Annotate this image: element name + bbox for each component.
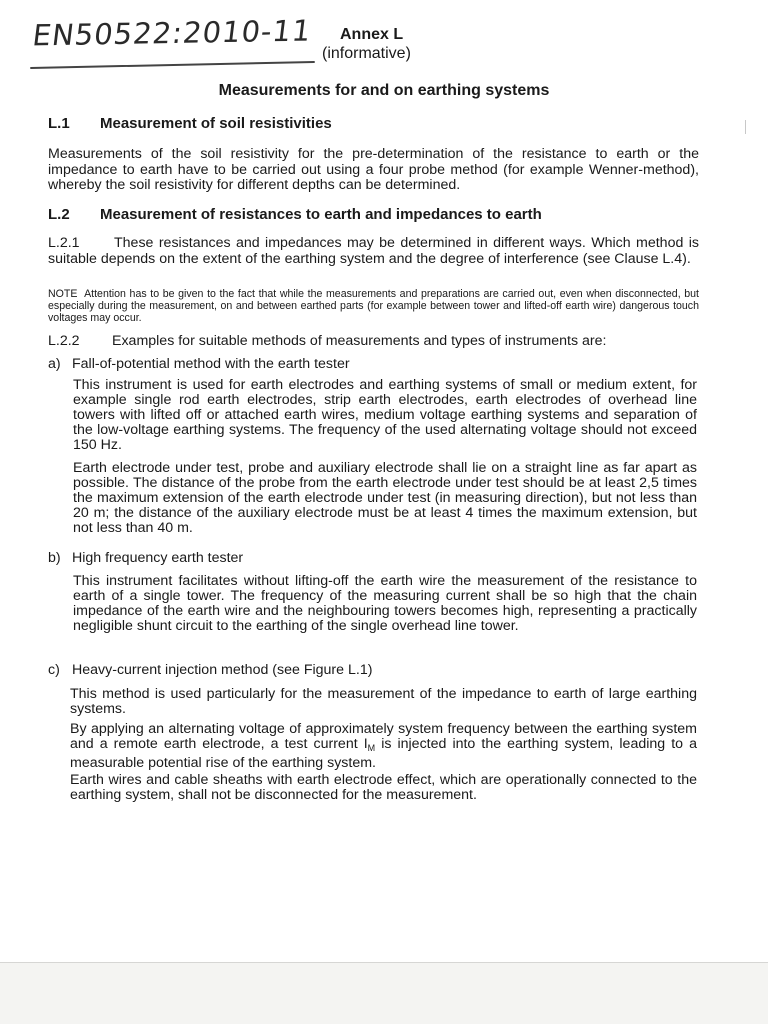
document-title: Measurements for and on earthing systems <box>218 82 550 99</box>
handwritten-standard-reference: EN50522:2010-11 <box>30 13 314 53</box>
section-l21-body: These resistances and impedances may be determined in different ways. Which method is suitable depends on the extent of the earthing system and the degree of interference (see Clause L.4). <box>48 235 699 267</box>
section-l22-paragraph <box>48 334 699 350</box>
item-b-title: High frequency earth tester <box>72 550 244 566</box>
item-c-label: c) <box>48 662 60 678</box>
handwritten-underline <box>30 61 315 69</box>
item-c-paragraph-2-start: By applying an alternating voltage of approximately system frequency between the earthing system and a remote earth electrode, a test current I <box>70 721 697 752</box>
section-l1-number: L.1 <box>48 115 70 132</box>
item-c-title: Heavy-current injection method (see Figure L.1) <box>72 662 373 678</box>
section-l21-paragraph <box>48 236 699 267</box>
current-subscript: M <box>367 743 376 753</box>
item-a-heading <box>48 356 350 372</box>
section-l1-title: Measurement of soil resistivities <box>100 115 332 132</box>
note-paragraph <box>48 289 699 324</box>
scan-background-strip <box>0 963 768 1024</box>
item-c-heading <box>48 662 372 678</box>
section-l22-number: L.2.2 <box>48 333 80 349</box>
section-l1-heading <box>48 115 332 132</box>
section-l21-number: L.2.1 <box>48 235 80 251</box>
item-b-label: b) <box>48 550 61 566</box>
annex-title: Annex L <box>340 26 404 43</box>
section-l1-body: Measurements of the soil resistivity for the pre-determination of the resistance to earth or the impedance to earth have to be carried out using a four probe method (for example Wenner-method), whereby the soil resistivity for different depths can be determined. <box>48 146 699 194</box>
item-c-paragraph-1: This method is used particularly for the measurement of the impedance to earth of large earthing systems. <box>70 686 697 717</box>
item-c-paragraph-2-end: is injected into the earthing system, leading to a measurable potential rise of the earthing system. <box>70 736 697 771</box>
item-a-paragraph-1: This instrument is used for earth electrodes and earthing systems of small or medium extent, for example single rod earth electrodes, strip earth electrodes, earth electrodes of overhead line towers with lifted off or attached earth wires, medium voltage earthing systems and separation of the low-voltage earthing systems. The frequency of the used alternating voltage should not exceed 150 Hz. <box>73 377 697 453</box>
scan-margin-mark <box>745 120 746 134</box>
item-c-paragraph-3: Earth wires and cable sheaths with earth electrode effect, which are operationally connected to the earthing system, shall not be disconnected for the measurement. <box>70 772 697 803</box>
section-l2-heading <box>48 206 542 223</box>
item-c-paragraph-2 <box>70 722 697 771</box>
item-b-paragraph-1: This instrument facilitates without lifting-off the earth wire the measurement of the resistance to earth of a single tower. The frequency of the measuring current shall be so high that the chain impedance of the earth wire and the neighbouring towers becomes high, representing a practically negligible shunt circuit to the earthing of the single overhead line tower. <box>73 573 697 634</box>
annex-subtitle: (informative) <box>322 45 411 62</box>
note-label: NOTE <box>48 288 78 300</box>
item-a-paragraph-2: Earth electrode under test, probe and auxiliary electrode shall lie on a straight line as far apart as possible. The distance of the probe from the earth electrode under test should be at least 2,5 times the maximum extension of the earth electrode under test (in measuring direction), but not less than 20 m; the distance of the auxiliary electrode must be at least 4 times the maximum extension, but not less than 40 m. <box>73 460 697 536</box>
section-l22-body: Examples for suitable methods of measurements and types of instruments are: <box>112 333 607 349</box>
section-l2-title: Measurement of resistances to earth and impedances to earth <box>100 206 542 223</box>
item-a-label: a) <box>48 356 61 372</box>
item-b-heading <box>48 550 243 566</box>
note-body: Attention has to be given to the fact that while the measurements and preparations are carried out, even when disconnected, but especially during the measurement, on and between earthed parts (for example between tower and lifted-off earth wire) dangerous touch voltages may occur. <box>48 288 699 324</box>
section-l2-number: L.2 <box>48 206 70 223</box>
item-a-title: Fall-of-potential method with the earth tester <box>72 356 350 372</box>
